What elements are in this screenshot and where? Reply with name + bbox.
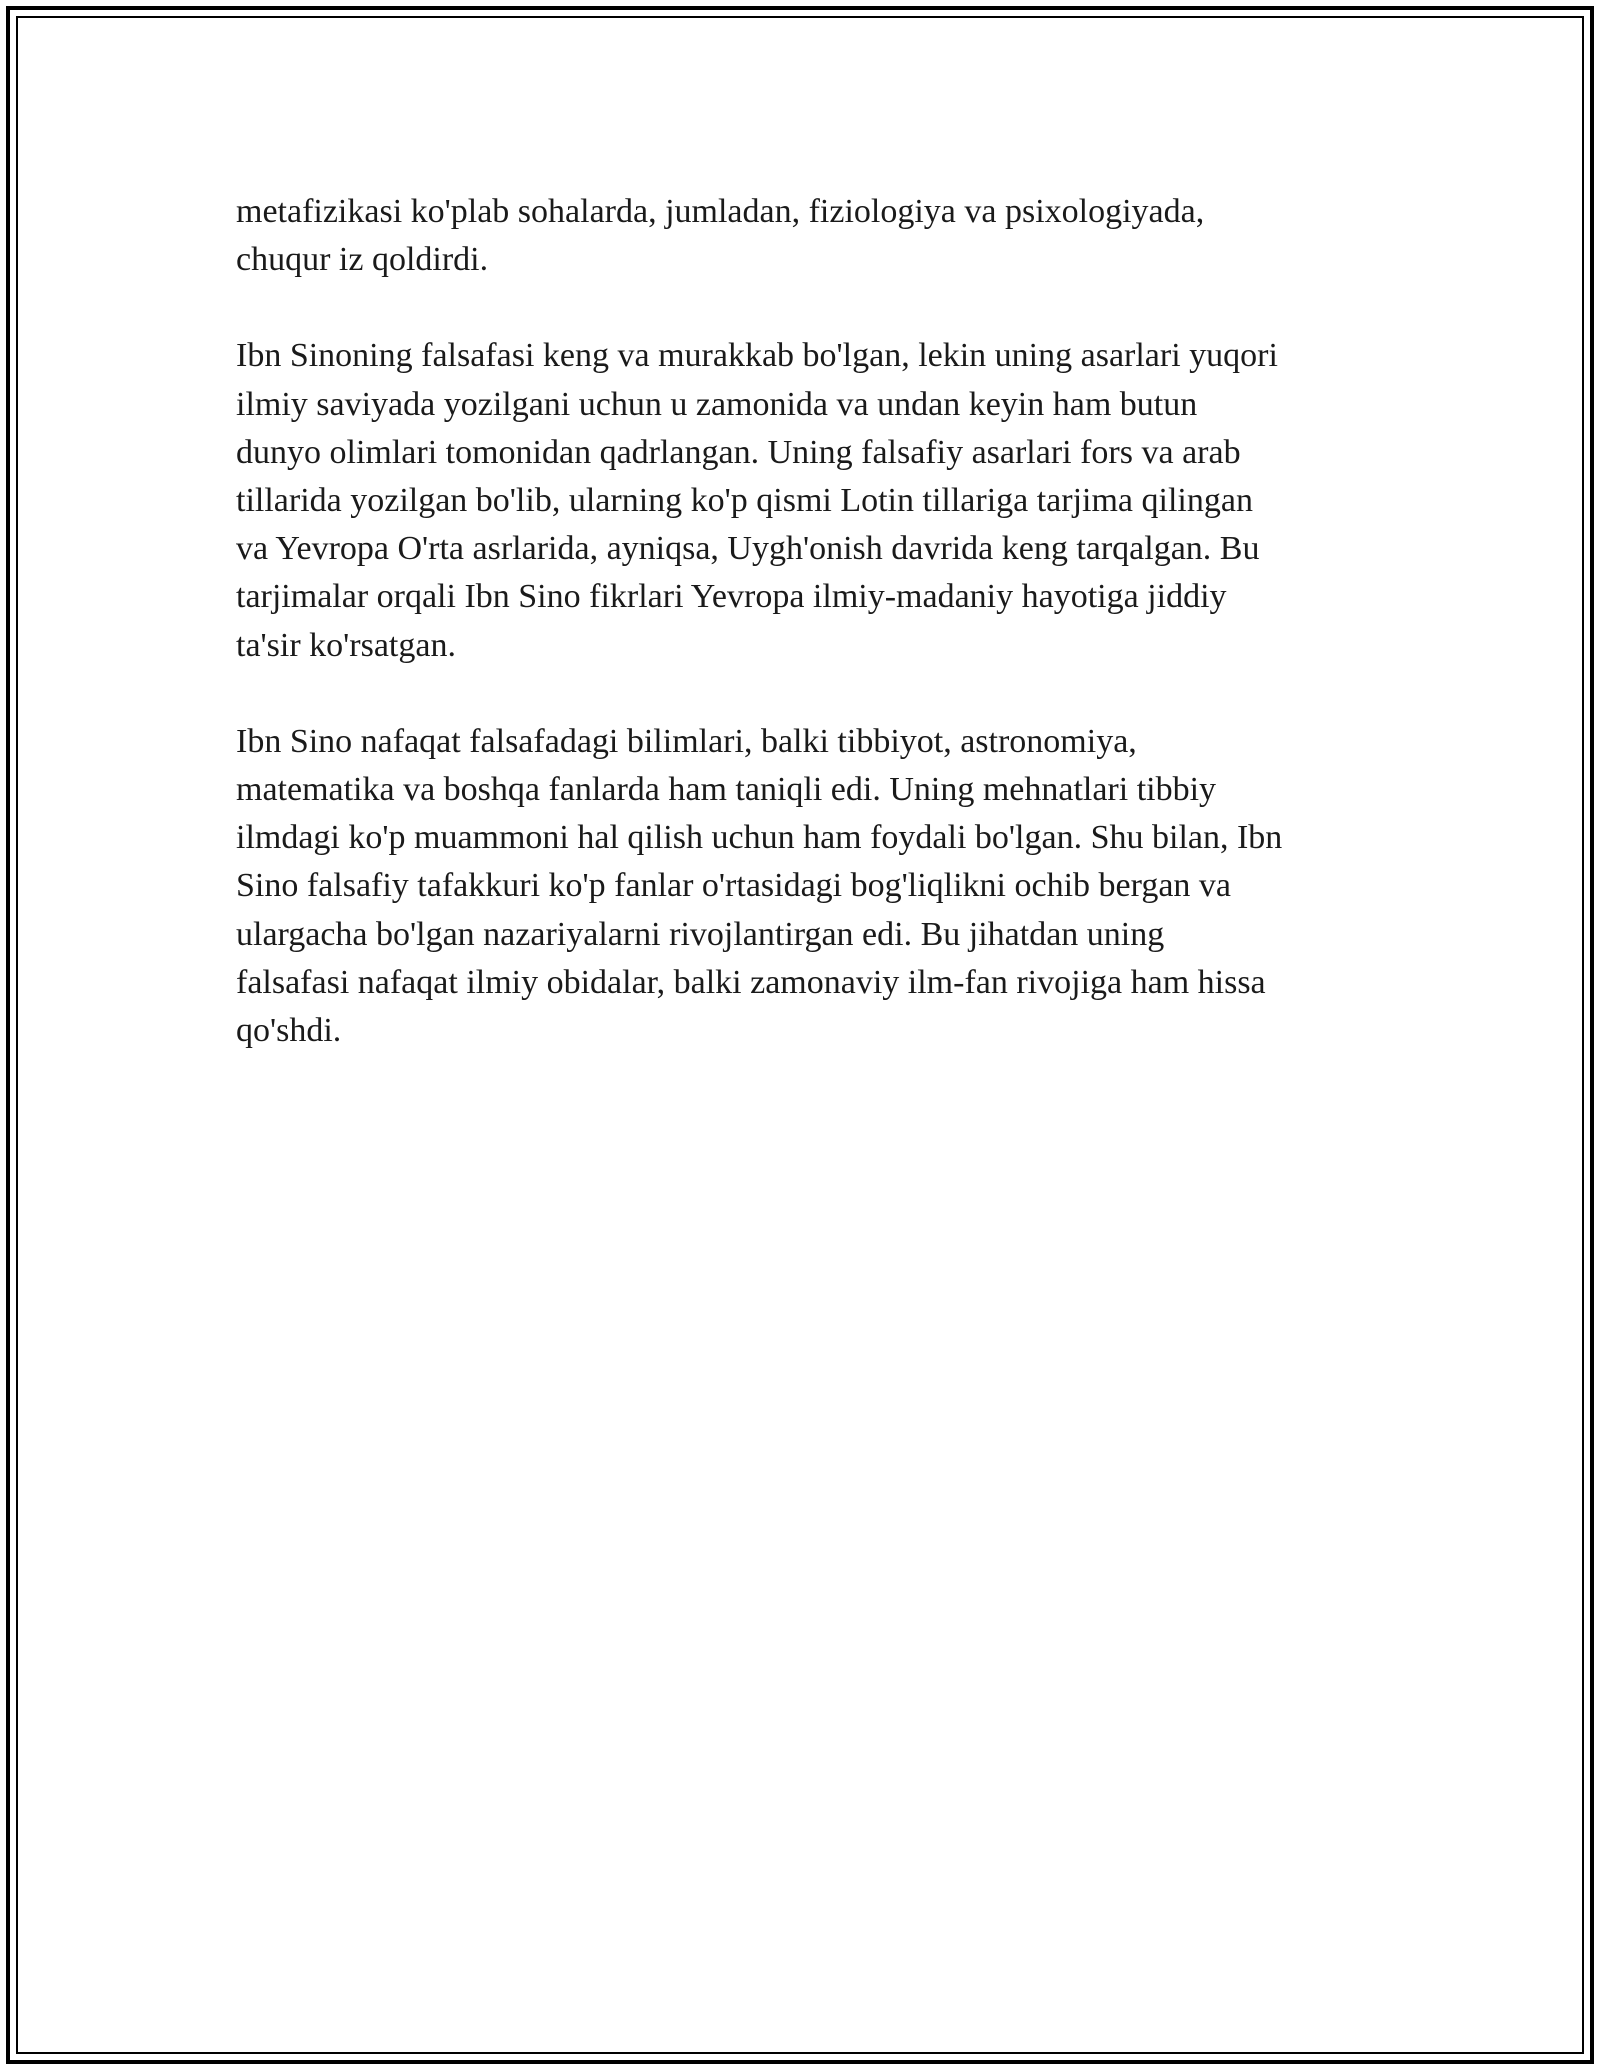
document-body	[236, 188, 1386, 1103]
paragraph-fanlar: Ibn Sino nafaqat falsafadagi bilimlari, balki tibbiyot, astronomiya, matematika va boshqa fanlarda ham taniqli edi. Uning mehnatlari tibbiy ilmdagi ko'p muammoni hal qilish uchun ham foydali bo'lgan. Shu bilan, Ibn Sino falsafiy tafakkuri ko'p fanlar o'rtasidagi bog'liqlikni ochib bergan va ulargacha bo'lgan nazariyalarni rivojlantirgan edi. Bu jihatdan uning falsafasi nafaqat ilmiy obidalar, balki zamonaviy ilm-fan rivojiga ham hissa qo'shdi.	[236, 722, 1283, 1050]
paragraph-falsafa: Ibn Sinoning falsafasi keng va murakkab bo'lgan, lekin uning asarlari yuqori ilmiy saviyada yozilgani uchun u zamonida va undan keyin ham butun dunyo olimlari tomonidan qadrlangan. Uning falsafiy asarlari fors va arab tillarida yozilgan bo'lib, ularning ko'p qismi Lotin tillariga tarjima qilingan va Yevropa O'rta asrlarida, ayniqsa, Uygh'onish davrida keng tarqalgan. Bu tarjimalar orqali Ibn Sino fikrlari Yevropa ilmiy-madaniy hayotiga jiddiy ta'sir ko'rsatgan.	[236, 337, 1278, 664]
paragraph-metafizika: metafizikasi ko'plab sohalarda, jumladan, fiziologiya va psixologiyada, chuqur iz qoldirdi.	[236, 193, 1205, 279]
